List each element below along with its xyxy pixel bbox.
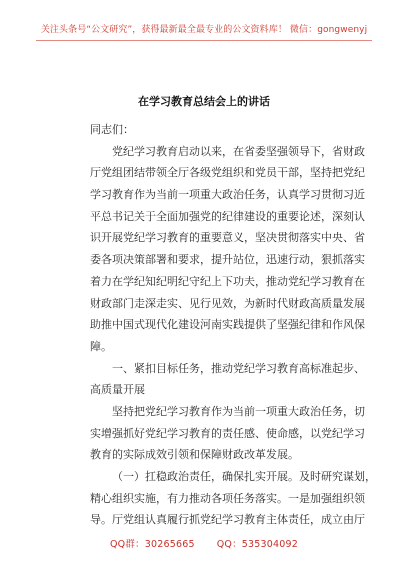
qq-number: 535304092: [241, 539, 298, 550]
qq-group-label: QQ群：: [110, 539, 145, 550]
paragraph-line: 教育的实际成效引领和保障财政改革发展。: [90, 448, 299, 462]
paragraph-line: 财政部门走深走实、见行见效，为新时代财政高质量发展: [90, 296, 365, 310]
document-body: [90, 115, 376, 531]
section-heading: 一、紧扣目标任务，推动党纪学习教育高标准起步、: [112, 361, 365, 375]
paragraph-line: 坚持把党纪学习教育作为当前一项重大政治任务，切: [112, 404, 365, 418]
paragraph-line: 委各项决策部署和要求，提升站位，迅速行动，狠抓落实: [90, 253, 365, 267]
paragraph-line: 学习教育作为当前一项重大政治任务，认真学习贯彻习近: [90, 188, 365, 202]
paragraph-line: 实增强抓好党纪学习教育的责任感、使命感，以党纪学习: [90, 426, 365, 440]
paragraph-line: 精心组织实施，有力推动各项任务落实。一是加强组织领: [90, 491, 365, 505]
paragraph-line: 厅党组团结带领全厅各级党组织和党员干部，坚持把党纪: [90, 166, 365, 180]
footer-contact: [0, 536, 408, 550]
paragraph-line: 障。: [90, 339, 112, 353]
section-heading: 高质量开展: [90, 383, 145, 397]
qq-group-number: 30265665: [144, 539, 195, 550]
paragraph-line: 导。厅党组认真履行抓党纪学习教育主体责任，成立由厅: [90, 513, 365, 527]
header-rule: [36, 40, 372, 41]
paragraph-line: 平总书记关于全面加强党的纪律建设的重要论述，深刻认: [90, 209, 365, 223]
salutation: 同志们：: [90, 123, 134, 136]
paragraph-line: 着力在学纪知纪明纪守纪上下功夫，推动党纪学习教育在: [90, 274, 365, 288]
paragraph-line: 助推中国式现代化建设河南实践提供了坚强纪律和作风保: [90, 318, 365, 332]
document-title: 在学习教育总结会上的讲话: [138, 95, 270, 108]
paragraph-line: （一）扛稳政治责任，确保扎实开展。及时研究谋划，: [112, 470, 376, 483]
paragraph-line: 识开展党纪学习教育的重要意义，坚决贯彻落实中央、省: [90, 231, 365, 245]
paragraph-line: 党纪学习教育启动以来，在省委坚强领导下，省财政: [112, 144, 365, 158]
qq-label: QQ：: [216, 539, 242, 550]
header-banner: 关注头条号“公文研究”，获得最新最全最专业的公文资料库！ 微信：gongwenyj: [40, 25, 368, 35]
